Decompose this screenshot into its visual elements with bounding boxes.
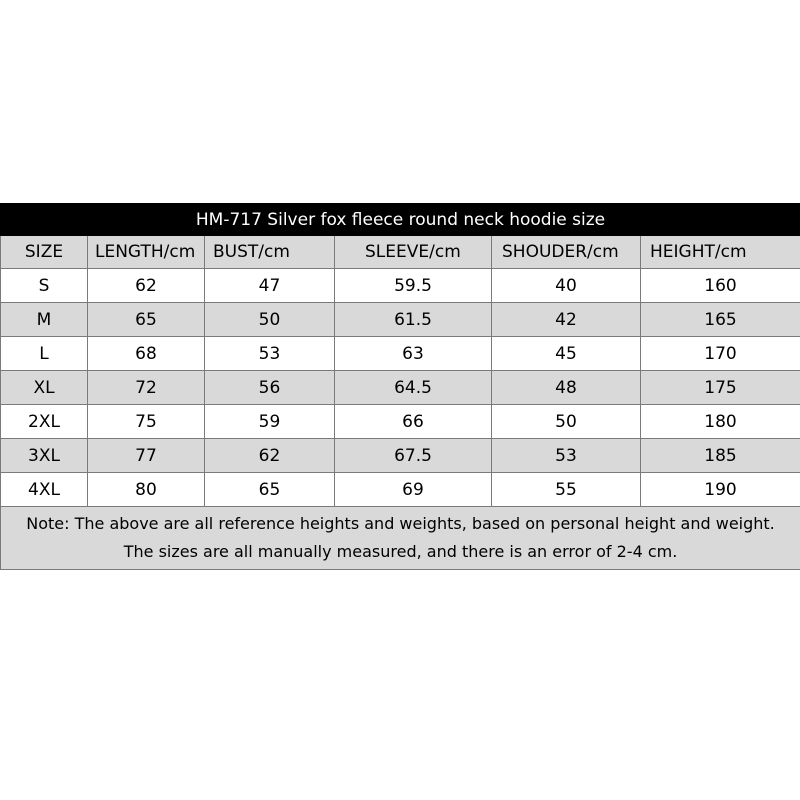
column-header-height: HEIGHT/cm [641, 236, 800, 269]
length-cell: 62 [88, 269, 205, 303]
size-cell: S [1, 269, 88, 303]
shoulder-cell: 55 [492, 473, 641, 507]
bust-cell: 47 [205, 269, 335, 303]
length-cell: 80 [88, 473, 205, 507]
bust-cell: 65 [205, 473, 335, 507]
title-row [1, 204, 800, 236]
table-row [1, 269, 800, 303]
note-row [1, 507, 800, 570]
sleeve-cell: 61.5 [335, 303, 492, 337]
table-row [1, 405, 800, 439]
length-cell: 72 [88, 371, 205, 405]
size-cell: 4XL [1, 473, 88, 507]
bust-cell: 62 [205, 439, 335, 473]
size-cell: M [1, 303, 88, 337]
column-header-bust: BUST/cm [205, 236, 335, 269]
sleeve-cell: 69 [335, 473, 492, 507]
sleeve-cell: 66 [335, 405, 492, 439]
measurement-note: Note: The above are all reference heights and weights, based on personal height and weight. The sizes are all manually measured, and there is an error of 2-4 cm. [1, 507, 800, 570]
table-row [1, 371, 800, 405]
column-header-size: SIZE [1, 236, 88, 269]
height-cell: 185 [641, 439, 800, 473]
chart-title: HM-717 Silver fox fleece round neck hoodie size [1, 204, 800, 236]
sleeve-cell: 63 [335, 337, 492, 371]
bust-cell: 53 [205, 337, 335, 371]
height-cell: 190 [641, 473, 800, 507]
length-cell: 68 [88, 337, 205, 371]
height-cell: 175 [641, 371, 800, 405]
height-cell: 170 [641, 337, 800, 371]
sleeve-cell: 64.5 [335, 371, 492, 405]
column-header-shoulder: SHOUDER/cm [492, 236, 641, 269]
size-cell: XL [1, 371, 88, 405]
size-cell: L [1, 337, 88, 371]
header-row [1, 236, 800, 269]
height-cell: 160 [641, 269, 800, 303]
height-cell: 165 [641, 303, 800, 337]
length-cell: 75 [88, 405, 205, 439]
shoulder-cell: 50 [492, 405, 641, 439]
size-chart-table [0, 203, 800, 570]
shoulder-cell: 48 [492, 371, 641, 405]
shoulder-cell: 45 [492, 337, 641, 371]
bust-cell: 50 [205, 303, 335, 337]
shoulder-cell: 53 [492, 439, 641, 473]
size-cell: 3XL [1, 439, 88, 473]
sleeve-cell: 59.5 [335, 269, 492, 303]
length-cell: 65 [88, 303, 205, 337]
bust-cell: 59 [205, 405, 335, 439]
table-row [1, 337, 800, 371]
column-header-sleeve: SLEEVE/cm [335, 236, 492, 269]
sleeve-cell: 67.5 [335, 439, 492, 473]
shoulder-cell: 40 [492, 269, 641, 303]
table-row [1, 303, 800, 337]
table-row [1, 473, 800, 507]
size-cell: 2XL [1, 405, 88, 439]
table-row [1, 439, 800, 473]
bust-cell: 56 [205, 371, 335, 405]
shoulder-cell: 42 [492, 303, 641, 337]
length-cell: 77 [88, 439, 205, 473]
height-cell: 180 [641, 405, 800, 439]
column-header-length: LENGTH/cm [88, 236, 205, 269]
